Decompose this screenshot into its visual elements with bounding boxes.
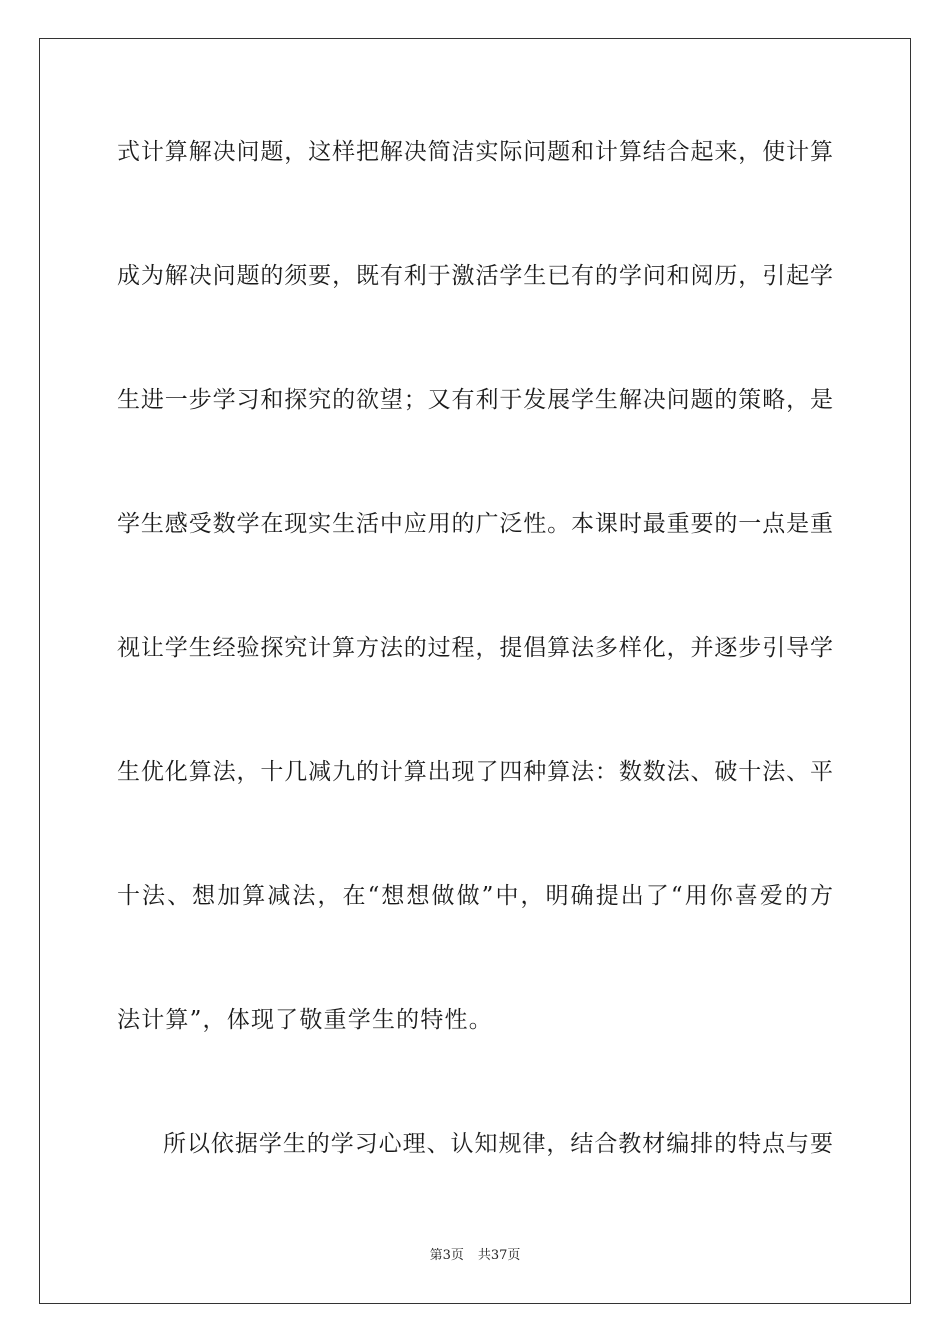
text-line-1: 式计算解决问题，这样把解决简洁实际问题和计算结合起来，使计算: [117, 139, 833, 165]
text-line-7: 十法、想加算减法，在“想想做做”中，明确提出了“用你喜爱的方: [117, 883, 833, 909]
text-line-8: 法计算”，体现了敬重学生的特性。: [117, 1007, 493, 1033]
text-line-4: 学生感受数学在现实生活中应用的广泛性。本课时最重要的一点是重: [117, 511, 833, 537]
text-line-2: 成为解决问题的须要，既有利于激活学生已有的学问和阅历，引起学: [117, 263, 833, 289]
text-line-6: 生优化算法，十几减九的计算出现了四种算法：数数法、破十法、平: [117, 759, 833, 785]
page-footer: [0, 1247, 950, 1265]
page-number: 第3页: [429, 1248, 464, 1263]
text-line-5: 视让学生经验探究计算方法的过程，提倡算法多样化，并逐步引导学: [117, 635, 833, 661]
page-total: 共37页: [477, 1248, 521, 1263]
page-border: [39, 38, 911, 1304]
text-line-3: 生进一步学习和探究的欲望；又有利于发展学生解决问题的策略，是: [117, 387, 833, 413]
paragraph-start-line: 所以依据学生的学习心理、认知规律，结合教材编排的特点与要: [163, 1131, 833, 1157]
